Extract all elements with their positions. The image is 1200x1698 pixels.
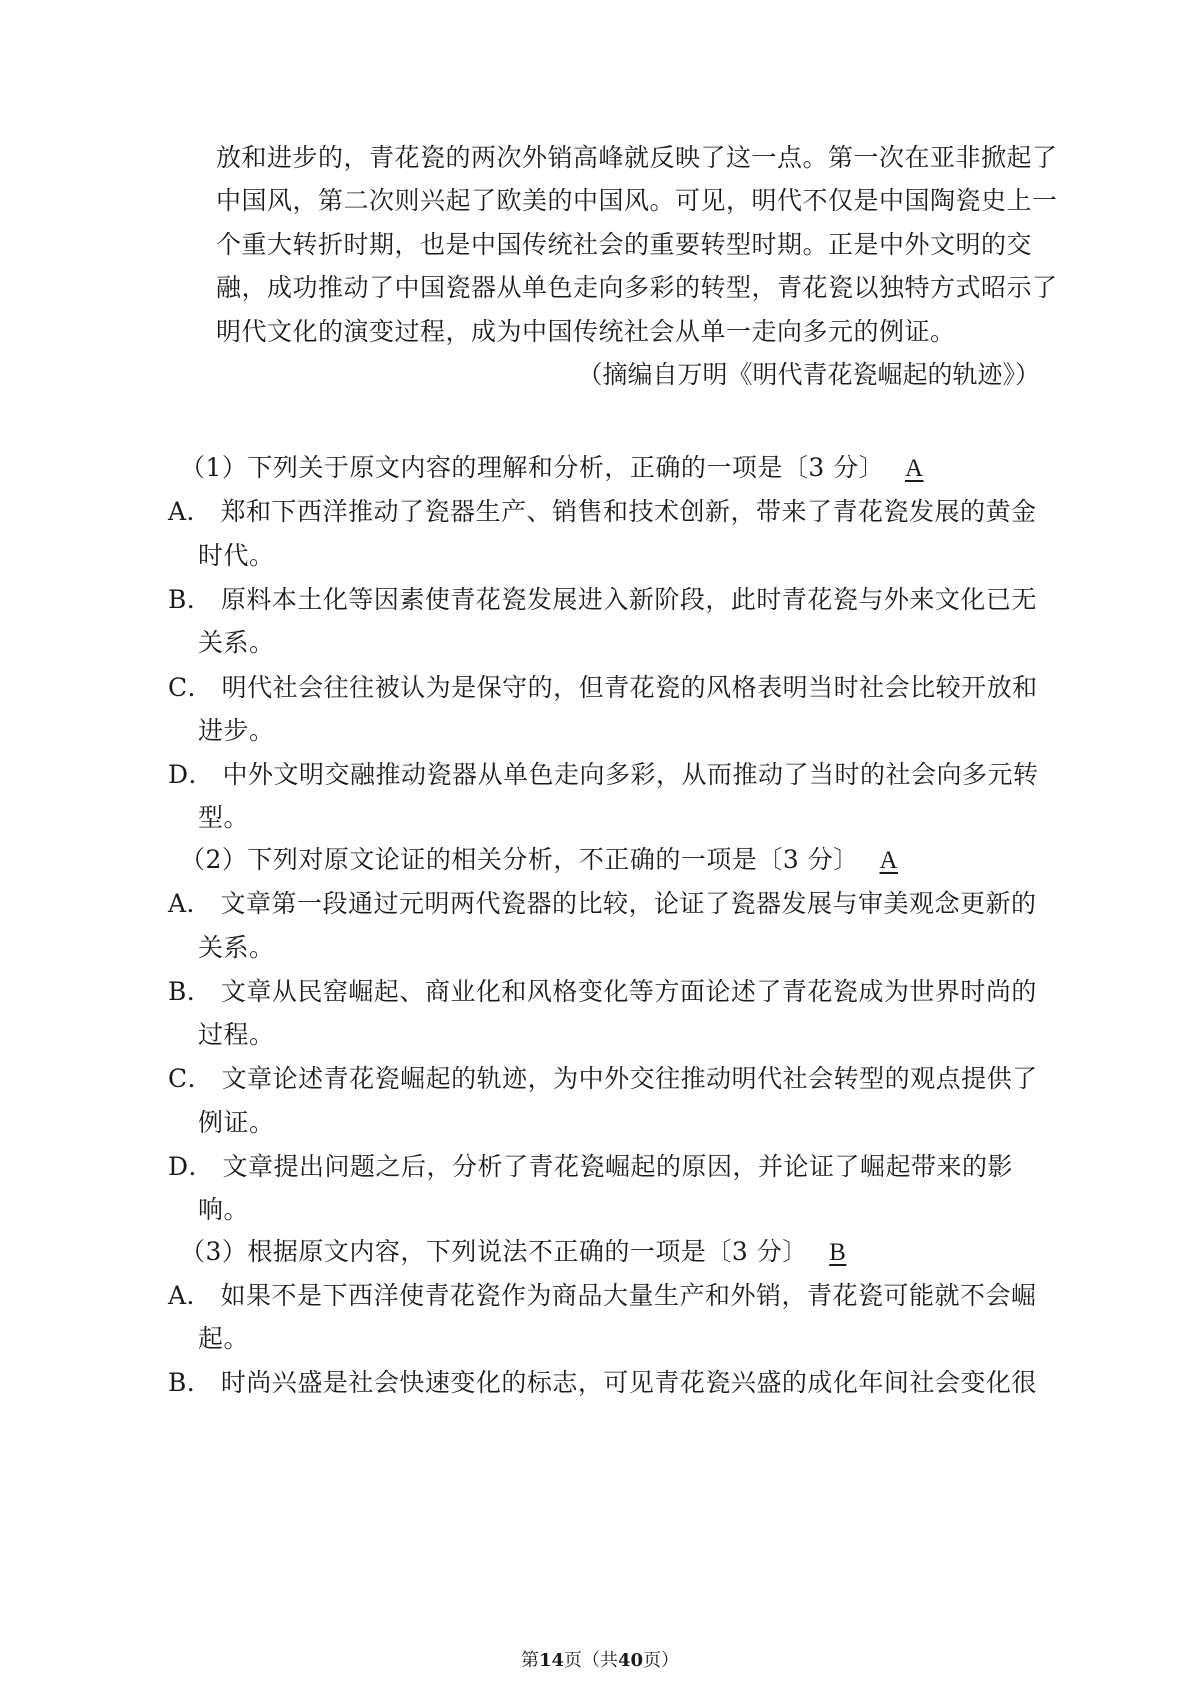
option-label: A． xyxy=(168,1281,213,1310)
footer-prefix: 第 xyxy=(520,1650,539,1671)
footer-total-pages: 40 xyxy=(618,1650,644,1671)
option-label: B． xyxy=(168,1368,213,1397)
option-continuation: 过程。 xyxy=(198,1020,275,1049)
option-a xyxy=(168,496,1037,528)
passage-source: （摘编自万明《明代青花瓷崛起的轨迹》） xyxy=(577,360,1040,389)
question-answer: B xyxy=(829,1239,847,1266)
option-text: 原料本土化等因素使青花瓷发展进入新阶段，此时青花瓷与外来文化已无 xyxy=(220,585,1037,614)
question-answer: A xyxy=(879,847,899,874)
option-continuation: 关系。 xyxy=(198,933,275,962)
option-continuation: 进步。 xyxy=(198,716,275,745)
footer-page-number: 14 xyxy=(538,1650,564,1671)
passage-line: 中国风，第二次则兴起了欧美的中国风。可见，明代不仅是中国陶瓷史上一 xyxy=(216,186,1058,215)
option-text: 文章第一段通过元明两代瓷器的比较，论证了瓷器发展与审美观念更新的 xyxy=(220,889,1037,918)
option-label: A． xyxy=(168,889,213,918)
question-stem-text: （1）下列关于原文内容的理解和分析，正确的一项是〔3 分〕 xyxy=(180,453,885,482)
option-label: D． xyxy=(168,1152,215,1181)
option-label: D． xyxy=(168,760,215,789)
option-label: B． xyxy=(168,585,213,614)
option-continuation: 例证。 xyxy=(198,1108,275,1137)
option-text: 文章提出问题之后，分析了青花瓷崛起的原因，并论证了崛起带来的影 xyxy=(222,1152,1014,1181)
option-c xyxy=(168,672,1038,704)
question-3-stem xyxy=(180,1236,868,1269)
option-text: 时尚兴盛是社会快速变化的标志，可见青花瓷兴盛的成化年间社会变化很 xyxy=(220,1368,1037,1397)
option-text: 文章论述青花瓷崛起的轨迹，为中外交往推动明代社会转型的观点提供了 xyxy=(221,1064,1038,1093)
option-continuation: 关系。 xyxy=(198,628,275,657)
option-label: C． xyxy=(168,1064,214,1093)
option-continuation: 时代。 xyxy=(198,541,275,570)
option-text: 明代社会往往被认为是保守的，但青花瓷的风格表明当时社会比较开放和 xyxy=(221,673,1038,702)
question-stem-text: （3）根据原文内容，下列说法不正确的一项是〔3 分〕 xyxy=(180,1237,808,1266)
option-continuation: 起。 xyxy=(198,1324,250,1353)
question-answer: A xyxy=(904,455,924,482)
option-a xyxy=(168,1280,1037,1312)
option-text: 郑和下西洋推动了瓷器生产、销售和技术创新，带来了青花瓷发展的黄金 xyxy=(220,497,1037,526)
passage-line: 放和进步的，青花瓷的两次外销高峰就反映了这一点。第一次在亚非掀起了 xyxy=(216,143,1058,172)
option-continuation: 型。 xyxy=(198,803,250,832)
option-label: C． xyxy=(168,673,214,702)
option-text: 文章从民窑崛起、商业化和风格变化等方面论述了青花瓷成为世界时尚的 xyxy=(220,977,1037,1006)
page-footer xyxy=(0,1650,1200,1672)
passage-line: 明代文化的演变过程，成为中国传统社会从单一走向多元的例证。 xyxy=(216,317,956,346)
option-continuation: 响。 xyxy=(198,1195,250,1224)
option-a xyxy=(168,888,1037,920)
option-label: B． xyxy=(168,977,213,1006)
option-d xyxy=(168,759,1039,791)
option-label: A． xyxy=(168,497,213,526)
option-c xyxy=(168,1063,1038,1095)
question-2-stem xyxy=(180,844,919,877)
option-text: 如果不是下西洋使青花瓷作为商品大量生产和外销，青花瓷可能就不会崛 xyxy=(220,1281,1037,1310)
option-b xyxy=(168,584,1037,616)
passage-line: 个重大转折时期，也是中国传统社会的重要转型时期。正是中外文明的交 xyxy=(216,230,1033,259)
question-1-stem xyxy=(180,452,944,485)
footer-suffix: 页） xyxy=(643,1650,680,1671)
option-text: 中外文明交融推动瓷器从单色走向多彩，从而推动了当时的社会向多元转 xyxy=(222,760,1039,789)
passage-line: 融，成功推动了中国瓷器从单色走向多彩的转型，青花瓷以独特方式昭示了 xyxy=(216,273,1058,302)
option-b xyxy=(168,976,1037,1008)
footer-middle: 页（共 xyxy=(564,1650,618,1671)
option-b xyxy=(168,1367,1037,1399)
question-stem-text: （2）下列对原文论证的相关分析，不正确的一项是〔3 分〕 xyxy=(180,845,859,874)
option-d xyxy=(168,1151,1013,1183)
